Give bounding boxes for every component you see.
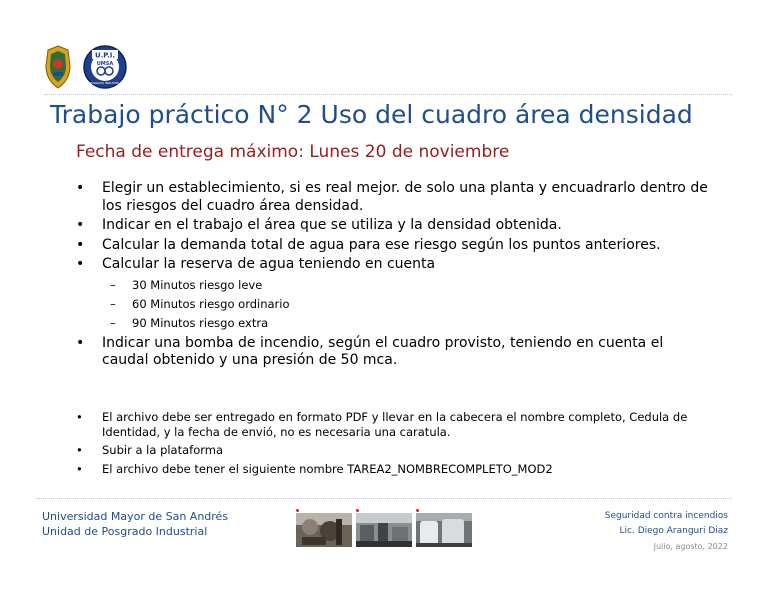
bullet: • <box>76 443 83 457</box>
note-text: El archivo debe tener el siguiente nombre TAREA2_NOMBRECOMPLETO_MOD2 <box>102 461 553 476</box>
list-item-text: Calcular la reserva de agua teniendo en cuenta <box>102 256 436 272</box>
photo-marker <box>356 509 359 512</box>
upi-posgrado-logo <box>82 44 128 90</box>
bullet: • <box>76 217 85 233</box>
note-text: Subir a la plataforma <box>102 443 224 457</box>
sub-list-item <box>72 276 712 295</box>
header-divider <box>44 94 732 95</box>
note-item <box>72 443 712 458</box>
bullet: • <box>76 236 85 253</box>
bullet: • <box>76 334 85 351</box>
photo-marker <box>416 509 419 512</box>
task-list <box>72 180 712 372</box>
footer-unit: Unidad de Posgrado Industrial <box>42 525 208 538</box>
notes-list <box>72 410 712 480</box>
footer-instructor: Lic. Diego Aranguri Diaz <box>619 526 728 536</box>
list-item-text: Indicar una bomba de incendio, según el cuadro provisto, teniendo en cuenta el caudal obtenido y una presión de 50 mca. <box>102 334 664 368</box>
footer-photo-plant <box>356 513 412 547</box>
sub-list-item <box>72 295 712 314</box>
list-item <box>72 256 712 274</box>
sub-list-item <box>72 314 712 333</box>
dash: – <box>110 296 116 311</box>
logo-top-text: U.P.I. <box>94 51 116 60</box>
bullet: • <box>76 461 83 476</box>
sub-list-item-text: 30 Minutos riesgo leve <box>132 277 263 292</box>
bullet: • <box>76 256 85 272</box>
bullet: • <box>76 180 85 196</box>
footer-photo-industrial <box>296 513 352 547</box>
list-item <box>72 217 712 235</box>
list-item-text: Elegir un establecimiento, si es real mejor. de solo una planta y encuadrarlo dentro de los riesgos del cuadro área densidad. <box>102 180 708 214</box>
logo-middle-text: UMSA <box>96 61 114 67</box>
footer-date: Julio, agosto, 2022 <box>653 542 728 551</box>
dash: – <box>110 315 116 330</box>
sub-list-item-text: 60 Minutos riesgo ordinario <box>132 296 290 311</box>
slide-title: Trabajo práctico N° 2 Uso del cuadro área densidad <box>50 100 693 129</box>
footer-institution <box>42 509 228 539</box>
dash: – <box>110 277 116 292</box>
sub-list-item-text: 90 Minutos riesgo extra <box>132 315 269 330</box>
footer-course-info <box>605 509 728 554</box>
photo-marker <box>296 509 299 512</box>
footer-university: Universidad Mayor de San Andrés <box>42 510 229 523</box>
footer-photo-tanks <box>416 513 472 547</box>
list-item <box>72 180 712 215</box>
note-item <box>72 410 712 439</box>
list-item <box>72 335 712 370</box>
slide-subtitle: Fecha de entrega máximo: Lunes 20 de noviembre <box>76 142 510 162</box>
bullet: • <box>76 410 83 424</box>
note-item <box>72 462 712 477</box>
footer-divider <box>36 498 732 499</box>
footer-course: Seguridad contra incendios <box>604 511 728 521</box>
logo-ring-text: POSGRADO INDUSTRIAL <box>86 81 124 85</box>
note-text: El archivo debe ser entregado en formato PDF y llevar en la cabecera el nombre completo, Cedula de Identidad, y la fecha de envió, no es necesaria una caratula. <box>102 410 688 439</box>
list-item-text: Calcular la demanda total de agua para ese riesgo según los puntos anteriores. <box>102 236 661 253</box>
list-item <box>72 237 712 255</box>
university-shield-logo <box>44 44 72 90</box>
list-item-text: Indicar en el trabajo el área que se utiliza y la densidad obtenida. <box>102 217 562 233</box>
